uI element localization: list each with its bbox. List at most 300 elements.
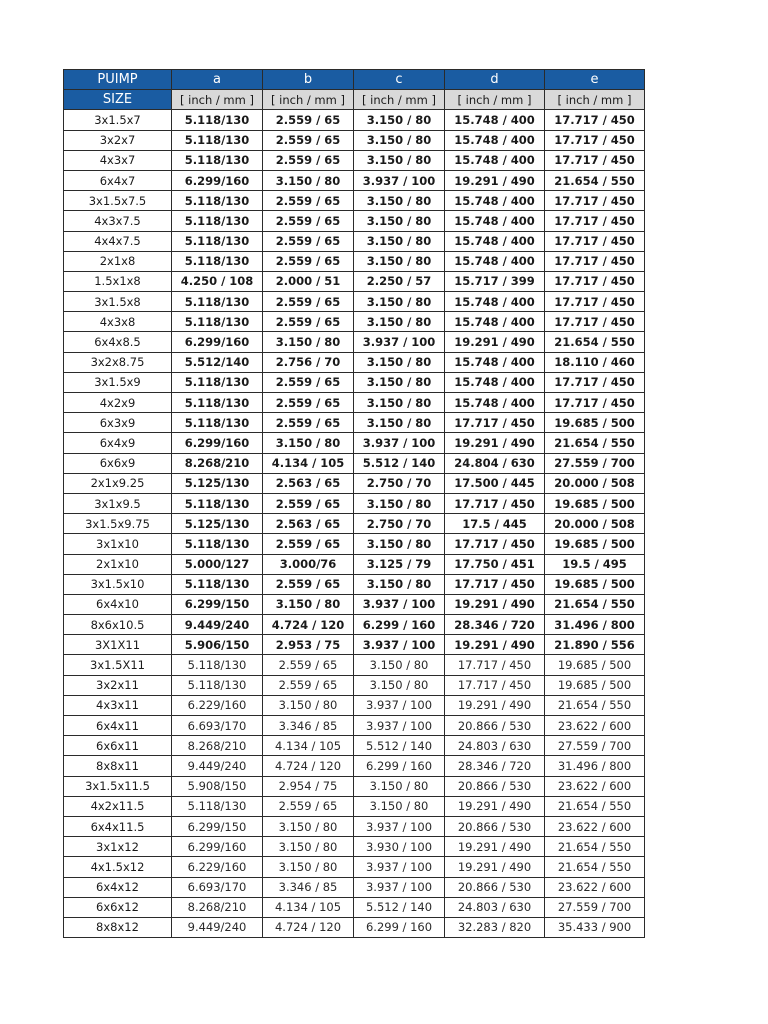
dim-b-cell: 4.724 / 120 [263, 756, 354, 776]
dim-c-cell: 3.150 / 80 [354, 655, 445, 675]
dim-b-cell: 2.559 / 65 [263, 191, 354, 211]
dim-b-cell: 2.559 / 65 [263, 130, 354, 150]
dim-d-cell: 28.346 / 720 [445, 615, 545, 635]
dim-b-cell: 2.953 / 75 [263, 635, 354, 655]
dim-e-cell: 19.685 / 500 [545, 655, 645, 675]
dim-c-cell: 3.150 / 80 [354, 796, 445, 816]
pump-size-cell: 6x6x12 [64, 897, 172, 917]
dim-d-cell: 15.717 / 399 [445, 271, 545, 291]
dim-a-cell: 5.118/130 [172, 393, 263, 413]
pump-size-cell: 3x1x10 [64, 534, 172, 554]
dim-c-cell: 3.937 / 100 [354, 716, 445, 736]
dim-b-cell: 3.346 / 85 [263, 716, 354, 736]
unit-b: [ inch / mm ] [263, 90, 354, 110]
dim-e-cell: 27.559 / 700 [545, 453, 645, 473]
dim-e-cell: 31.496 / 800 [545, 756, 645, 776]
dim-b-cell: 2.559 / 65 [263, 413, 354, 433]
unit-d: [ inch / mm ] [445, 90, 545, 110]
dim-e-cell: 17.717 / 450 [545, 150, 645, 170]
pump-size-cell: 6x3x9 [64, 413, 172, 433]
dim-e-cell: 17.717 / 450 [545, 211, 645, 231]
dim-a-cell: 5.118/130 [172, 675, 263, 695]
dim-a-cell: 4.250 / 108 [172, 271, 263, 291]
dim-e-cell: 19.685 / 500 [545, 493, 645, 513]
dim-c-cell: 3.150 / 80 [354, 675, 445, 695]
pump-dimensions-table [63, 69, 645, 938]
dim-c-cell: 3.937 / 100 [354, 170, 445, 190]
dim-e-cell: 19.685 / 500 [545, 413, 645, 433]
dim-e-cell: 23.622 / 600 [545, 776, 645, 796]
pump-size-cell: 6x6x9 [64, 453, 172, 473]
table-row [64, 615, 645, 635]
table-row [64, 393, 645, 413]
dim-b-cell: 3.150 / 80 [263, 332, 354, 352]
dim-e-cell: 35.433 / 900 [545, 917, 645, 937]
dim-c-cell: 3.150 / 80 [354, 292, 445, 312]
dim-e-cell: 19.5 / 495 [545, 554, 645, 574]
dim-e-cell: 21.654 / 550 [545, 857, 645, 877]
dim-c-cell: 3.150 / 80 [354, 191, 445, 211]
dim-b-cell: 2.559 / 65 [263, 251, 354, 271]
dim-a-cell: 5.125/130 [172, 514, 263, 534]
pump-size-cell: 6x6x11 [64, 736, 172, 756]
pump-size-cell: 8x8x11 [64, 756, 172, 776]
dim-d-cell: 15.748 / 400 [445, 352, 545, 372]
pump-size-cell: 3x2x8.75 [64, 352, 172, 372]
dim-a-cell: 5.118/130 [172, 231, 263, 251]
dim-c-cell: 3.150 / 80 [354, 231, 445, 251]
header-e: e [545, 70, 645, 90]
pump-size-cell: 6x4x7 [64, 170, 172, 190]
dim-d-cell: 15.748 / 400 [445, 110, 545, 130]
table-row [64, 231, 645, 251]
dim-c-cell: 3.937 / 100 [354, 594, 445, 614]
dim-a-cell: 5.512/140 [172, 352, 263, 372]
pump-size-cell: 6x4x9 [64, 433, 172, 453]
dim-e-cell: 21.654 / 550 [545, 332, 645, 352]
dim-a-cell: 5.118/130 [172, 211, 263, 231]
dim-a-cell: 5.118/130 [172, 413, 263, 433]
dim-a-cell: 6.299/150 [172, 594, 263, 614]
table-row [64, 191, 645, 211]
dim-c-cell: 3.150 / 80 [354, 150, 445, 170]
pump-size-cell: 3x1.5x7.5 [64, 191, 172, 211]
dim-e-cell: 17.717 / 450 [545, 130, 645, 150]
table-row [64, 675, 645, 695]
dim-e-cell: 31.496 / 800 [545, 615, 645, 635]
dim-a-cell: 5.118/130 [172, 191, 263, 211]
dim-b-cell: 2.954 / 75 [263, 776, 354, 796]
dim-b-cell: 4.724 / 120 [263, 917, 354, 937]
table-row [64, 413, 645, 433]
dim-b-cell: 2.756 / 70 [263, 352, 354, 372]
dim-c-cell: 3.150 / 80 [354, 372, 445, 392]
header-size: SIZE [64, 90, 172, 110]
dim-a-cell: 6.229/160 [172, 857, 263, 877]
dim-d-cell: 17.717 / 450 [445, 534, 545, 554]
dim-e-cell: 21.654 / 550 [545, 837, 645, 857]
pump-size-cell: 8x8x12 [64, 917, 172, 937]
dim-d-cell: 19.291 / 490 [445, 857, 545, 877]
dim-b-cell: 2.559 / 65 [263, 150, 354, 170]
pump-size-cell: 4x4x7.5 [64, 231, 172, 251]
pump-size-cell: 4x3x7.5 [64, 211, 172, 231]
dim-e-cell: 17.717 / 450 [545, 393, 645, 413]
table-row [64, 514, 645, 534]
dim-e-cell: 19.685 / 500 [545, 574, 645, 594]
dim-e-cell: 17.717 / 450 [545, 312, 645, 332]
dim-a-cell: 8.268/210 [172, 897, 263, 917]
pump-size-cell: 6x4x11.5 [64, 816, 172, 836]
dim-e-cell: 19.685 / 500 [545, 534, 645, 554]
dim-a-cell: 6.299/160 [172, 170, 263, 190]
table-row [64, 110, 645, 130]
header-pump: PUIMP [64, 70, 172, 90]
dim-a-cell: 9.449/240 [172, 917, 263, 937]
dim-b-cell: 3.150 / 80 [263, 594, 354, 614]
dim-b-cell: 3.150 / 80 [263, 857, 354, 877]
table-row [64, 312, 645, 332]
pump-size-cell: 6x4x12 [64, 877, 172, 897]
dim-b-cell: 2.563 / 65 [263, 514, 354, 534]
dim-a-cell: 6.693/170 [172, 716, 263, 736]
dim-e-cell: 27.559 / 700 [545, 897, 645, 917]
dim-a-cell: 8.268/210 [172, 736, 263, 756]
dim-c-cell: 5.512 / 140 [354, 736, 445, 756]
table-row [64, 857, 645, 877]
dim-c-cell: 3.150 / 80 [354, 251, 445, 271]
dim-a-cell: 5.906/150 [172, 635, 263, 655]
table-row [64, 352, 645, 372]
unit-a: [ inch / mm ] [172, 90, 263, 110]
dim-c-cell: 3.150 / 80 [354, 413, 445, 433]
dim-d-cell: 19.291 / 490 [445, 695, 545, 715]
dim-a-cell: 6.299/150 [172, 816, 263, 836]
dim-b-cell: 4.134 / 105 [263, 453, 354, 473]
table-row [64, 736, 645, 756]
dim-e-cell: 21.654 / 550 [545, 796, 645, 816]
dim-b-cell: 2.559 / 65 [263, 393, 354, 413]
dim-e-cell: 19.685 / 500 [545, 675, 645, 695]
dim-e-cell: 17.717 / 450 [545, 110, 645, 130]
dim-e-cell: 23.622 / 600 [545, 877, 645, 897]
dim-b-cell: 2.000 / 51 [263, 271, 354, 291]
dim-a-cell: 5.118/130 [172, 655, 263, 675]
dim-d-cell: 15.748 / 400 [445, 211, 545, 231]
pump-size-cell: 4x3x8 [64, 312, 172, 332]
table-row [64, 574, 645, 594]
dim-b-cell: 3.150 / 80 [263, 433, 354, 453]
dim-b-cell: 3.150 / 80 [263, 837, 354, 857]
dim-c-cell: 3.150 / 80 [354, 493, 445, 513]
dim-c-cell: 3.937 / 100 [354, 433, 445, 453]
dim-a-cell: 5.125/130 [172, 473, 263, 493]
dim-a-cell: 5.118/130 [172, 796, 263, 816]
dim-d-cell: 15.748 / 400 [445, 231, 545, 251]
table-row [64, 332, 645, 352]
dim-c-cell: 3.150 / 80 [354, 352, 445, 372]
dim-c-cell: 3.150 / 80 [354, 130, 445, 150]
table-row [64, 493, 645, 513]
table-row [64, 130, 645, 150]
header-row-labels [64, 70, 645, 90]
table-row [64, 554, 645, 574]
dim-d-cell: 32.283 / 820 [445, 917, 545, 937]
dim-d-cell: 17.717 / 450 [445, 655, 545, 675]
table-row [64, 776, 645, 796]
dim-a-cell: 5.118/130 [172, 372, 263, 392]
dim-e-cell: 17.717 / 450 [545, 372, 645, 392]
dim-c-cell: 3.150 / 80 [354, 211, 445, 231]
table-row [64, 756, 645, 776]
dim-d-cell: 15.748 / 400 [445, 130, 545, 150]
table-row [64, 877, 645, 897]
dim-b-cell: 2.559 / 65 [263, 292, 354, 312]
pump-size-cell: 6x4x8.5 [64, 332, 172, 352]
dim-a-cell: 5.118/130 [172, 493, 263, 513]
dim-d-cell: 15.748 / 400 [445, 393, 545, 413]
dim-a-cell: 6.693/170 [172, 877, 263, 897]
dim-d-cell: 19.291 / 490 [445, 594, 545, 614]
dim-e-cell: 21.654 / 550 [545, 695, 645, 715]
dim-b-cell: 2.559 / 65 [263, 574, 354, 594]
dim-b-cell: 4.134 / 105 [263, 736, 354, 756]
pump-size-cell: 2x1x10 [64, 554, 172, 574]
dim-d-cell: 24.803 / 630 [445, 897, 545, 917]
dim-c-cell: 3.937 / 100 [354, 635, 445, 655]
dim-a-cell: 9.449/240 [172, 756, 263, 776]
table-row [64, 594, 645, 614]
pump-size-cell: 4x3x7 [64, 150, 172, 170]
dim-d-cell: 20.866 / 530 [445, 716, 545, 736]
pump-size-cell: 3x1x9.5 [64, 493, 172, 513]
table-row [64, 211, 645, 231]
header-d: d [445, 70, 545, 90]
dim-a-cell: 6.229/160 [172, 695, 263, 715]
pump-size-cell: 4x2x11.5 [64, 796, 172, 816]
dim-b-cell: 4.134 / 105 [263, 897, 354, 917]
dim-c-cell: 3.150 / 80 [354, 534, 445, 554]
dim-d-cell: 19.291 / 490 [445, 433, 545, 453]
dim-c-cell: 3.150 / 80 [354, 312, 445, 332]
table-row [64, 453, 645, 473]
dim-d-cell: 15.748 / 400 [445, 292, 545, 312]
dim-a-cell: 5.118/130 [172, 534, 263, 554]
dim-b-cell: 2.559 / 65 [263, 211, 354, 231]
dim-d-cell: 17.717 / 450 [445, 493, 545, 513]
pump-size-cell: 3x1.5x9.75 [64, 514, 172, 534]
header-c: c [354, 70, 445, 90]
pump-size-cell: 3x2x11 [64, 675, 172, 695]
dim-c-cell: 3.937 / 100 [354, 877, 445, 897]
dim-d-cell: 17.717 / 450 [445, 675, 545, 695]
dim-e-cell: 21.890 / 556 [545, 635, 645, 655]
dim-c-cell: 6.299 / 160 [354, 756, 445, 776]
dim-b-cell: 2.559 / 65 [263, 231, 354, 251]
pump-size-cell: 3x1.5x10 [64, 574, 172, 594]
dim-d-cell: 15.748 / 400 [445, 372, 545, 392]
table-row [64, 716, 645, 736]
dim-b-cell: 2.563 / 65 [263, 473, 354, 493]
pump-size-cell: 8x6x10.5 [64, 615, 172, 635]
table-row [64, 150, 645, 170]
dim-d-cell: 24.803 / 630 [445, 736, 545, 756]
header-a: a [172, 70, 263, 90]
pump-size-cell: 3x1.5x7 [64, 110, 172, 130]
dim-d-cell: 19.291 / 490 [445, 796, 545, 816]
dim-d-cell: 17.750 / 451 [445, 554, 545, 574]
dim-c-cell: 3.930 / 100 [354, 837, 445, 857]
dim-d-cell: 20.866 / 530 [445, 877, 545, 897]
dim-c-cell: 3.150 / 80 [354, 574, 445, 594]
dim-a-cell: 5.118/130 [172, 130, 263, 150]
dim-a-cell: 5.000/127 [172, 554, 263, 574]
dim-e-cell: 17.717 / 450 [545, 292, 645, 312]
dim-c-cell: 2.750 / 70 [354, 514, 445, 534]
dim-e-cell: 17.717 / 450 [545, 191, 645, 211]
dim-d-cell: 20.866 / 530 [445, 816, 545, 836]
dim-d-cell: 15.748 / 400 [445, 251, 545, 271]
dim-d-cell: 17.5 / 445 [445, 514, 545, 534]
dim-c-cell: 3.125 / 79 [354, 554, 445, 574]
dim-d-cell: 15.748 / 400 [445, 150, 545, 170]
pump-size-cell: 4x2x9 [64, 393, 172, 413]
dim-b-cell: 2.559 / 65 [263, 312, 354, 332]
table-row [64, 816, 645, 836]
dim-e-cell: 21.654 / 550 [545, 170, 645, 190]
pump-size-cell: 3x1.5X11 [64, 655, 172, 675]
dim-c-cell: 5.512 / 140 [354, 897, 445, 917]
dim-c-cell: 5.512 / 140 [354, 453, 445, 473]
pump-size-cell: 2x1x8 [64, 251, 172, 271]
table-row [64, 655, 645, 675]
dim-d-cell: 17.500 / 445 [445, 473, 545, 493]
pump-size-cell: 3x1x12 [64, 837, 172, 857]
dim-e-cell: 20.000 / 508 [545, 514, 645, 534]
dim-e-cell: 17.717 / 450 [545, 231, 645, 251]
dim-b-cell: 4.724 / 120 [263, 615, 354, 635]
dim-a-cell: 6.299/160 [172, 332, 263, 352]
table-row [64, 917, 645, 937]
dim-a-cell: 5.908/150 [172, 776, 263, 796]
dim-c-cell: 3.150 / 80 [354, 776, 445, 796]
table-row [64, 473, 645, 493]
dim-e-cell: 17.717 / 450 [545, 271, 645, 291]
dim-e-cell: 27.559 / 700 [545, 736, 645, 756]
dim-b-cell: 3.150 / 80 [263, 170, 354, 190]
unit-e: [ inch / mm ] [545, 90, 645, 110]
table-row [64, 292, 645, 312]
dim-e-cell: 20.000 / 508 [545, 473, 645, 493]
dim-c-cell: 6.299 / 160 [354, 917, 445, 937]
table-row [64, 433, 645, 453]
table-row [64, 695, 645, 715]
header-b: b [263, 70, 354, 90]
pump-size-cell: 3x1.5x9 [64, 372, 172, 392]
pump-size-cell: 3x2x7 [64, 130, 172, 150]
dim-b-cell: 2.559 / 65 [263, 534, 354, 554]
dim-b-cell: 2.559 / 65 [263, 796, 354, 816]
dim-a-cell: 6.299/160 [172, 433, 263, 453]
dim-e-cell: 21.654 / 550 [545, 433, 645, 453]
dim-a-cell: 5.118/130 [172, 574, 263, 594]
pump-size-cell: 4x1.5x12 [64, 857, 172, 877]
dim-c-cell: 3.937 / 100 [354, 816, 445, 836]
dim-c-cell: 3.937 / 100 [354, 857, 445, 877]
pump-size-cell: 2x1x9.25 [64, 473, 172, 493]
dim-b-cell: 2.559 / 65 [263, 655, 354, 675]
dim-a-cell: 5.118/130 [172, 110, 263, 130]
dim-e-cell: 18.110 / 460 [545, 352, 645, 372]
dim-b-cell: 3.346 / 85 [263, 877, 354, 897]
dim-b-cell: 2.559 / 65 [263, 372, 354, 392]
dim-d-cell: 20.866 / 530 [445, 776, 545, 796]
dim-a-cell: 5.118/130 [172, 312, 263, 332]
dim-b-cell: 2.559 / 65 [263, 493, 354, 513]
pump-size-cell: 1.5x1x8 [64, 271, 172, 291]
dim-b-cell: 2.559 / 65 [263, 110, 354, 130]
pump-size-cell: 3X1X11 [64, 635, 172, 655]
dim-b-cell: 3.150 / 80 [263, 695, 354, 715]
pump-size-cell: 3x1.5x8 [64, 292, 172, 312]
dim-e-cell: 23.622 / 600 [545, 716, 645, 736]
dim-a-cell: 8.268/210 [172, 453, 263, 473]
dim-d-cell: 19.291 / 490 [445, 332, 545, 352]
dim-e-cell: 21.654 / 550 [545, 594, 645, 614]
table-row [64, 796, 645, 816]
dim-d-cell: 28.346 / 720 [445, 756, 545, 776]
pump-size-cell: 3x1.5x11.5 [64, 776, 172, 796]
dim-e-cell: 23.622 / 600 [545, 816, 645, 836]
dim-c-cell: 3.150 / 80 [354, 393, 445, 413]
dim-d-cell: 19.291 / 490 [445, 635, 545, 655]
dim-a-cell: 5.118/130 [172, 150, 263, 170]
table-row [64, 372, 645, 392]
dim-c-cell: 3.937 / 100 [354, 332, 445, 352]
pump-size-cell: 6x4x11 [64, 716, 172, 736]
table-row [64, 271, 645, 291]
pump-size-cell: 6x4x10 [64, 594, 172, 614]
pump-size-cell: 4x3x11 [64, 695, 172, 715]
unit-c: [ inch / mm ] [354, 90, 445, 110]
dim-d-cell: 17.717 / 450 [445, 574, 545, 594]
dim-d-cell: 17.717 / 450 [445, 413, 545, 433]
dim-b-cell: 3.150 / 80 [263, 816, 354, 836]
dim-c-cell: 2.750 / 70 [354, 473, 445, 493]
dim-c-cell: 3.937 / 100 [354, 695, 445, 715]
dim-d-cell: 15.748 / 400 [445, 191, 545, 211]
table-row [64, 534, 645, 554]
dim-d-cell: 19.291 / 490 [445, 837, 545, 857]
dim-d-cell: 24.804 / 630 [445, 453, 545, 473]
table-row [64, 635, 645, 655]
table-row [64, 170, 645, 190]
table-row [64, 897, 645, 917]
dim-c-cell: 3.150 / 80 [354, 110, 445, 130]
dim-c-cell: 2.250 / 57 [354, 271, 445, 291]
dim-a-cell: 9.449/240 [172, 615, 263, 635]
dim-c-cell: 6.299 / 160 [354, 615, 445, 635]
dim-a-cell: 6.299/160 [172, 837, 263, 857]
table-row [64, 837, 645, 857]
dim-b-cell: 3.000/76 [263, 554, 354, 574]
header-row-units [64, 90, 645, 110]
dim-a-cell: 5.118/130 [172, 251, 263, 271]
dim-d-cell: 15.748 / 400 [445, 312, 545, 332]
table-row [64, 251, 645, 271]
dim-d-cell: 19.291 / 490 [445, 170, 545, 190]
dim-e-cell: 17.717 / 450 [545, 251, 645, 271]
